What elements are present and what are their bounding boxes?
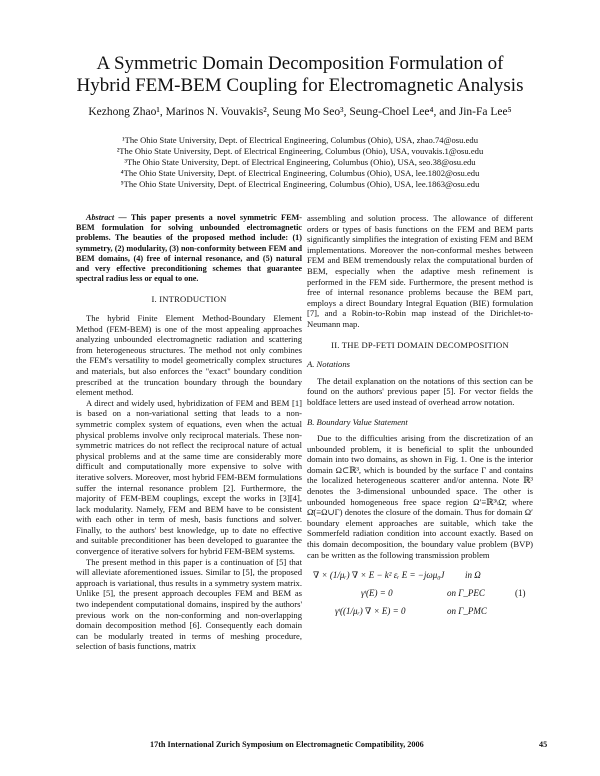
equation-3-lhs: γᵗ((1/μᵣ) ∇ × E) = 0 (335, 606, 406, 617)
paper-title (0, 53, 600, 97)
equation-block (307, 568, 533, 622)
bvs-paragraph: Due to the difficulties arising from the discretization of an unbounded problem, it is beneficial to split the unbounded domain into two domains, as shown in Fig. 1. One is the interior domain Ω⊂ℝ³, which is bounded by the surface Γ and contains the localized heterogeneous scatterer and/or antenna. Note ℝ³ denotes the 3-dimensional unbounded space. The other is unbounded homogeneous free space region Ω′≡ℝ³\Ω̄, where Ω̄(≡Ω∪Γ) denotes the closure of the domain. Thus for domain Ω′ boundary element approaches are suitable, which take the Sommerfeld radiation condition into account exactly. Based on this domain decomposition, the boundary value problem (BVP) can be written as the following transmission problem (307, 433, 533, 560)
notations-paragraph: The detail explanation on the notations of this section can be found on the authors' previous paper [5]. For vector fields the boldface letters are used instead of overhead arrow notation. (307, 375, 533, 407)
affiliation-1: ¹The Ohio State University, Dept. of Electrical Engineering, Columbus (Ohio), USA, zhao.74@osu.edu (122, 135, 478, 145)
abstract (76, 213, 302, 284)
equation-1-rhs: in Ω (465, 570, 481, 581)
intro-paragraph-2: A direct and widely used, hybridization of FEM and BEM [1] is based on a non-variational setting that leads to a non-symmetric complex system of equations, even when the actual physical problems involve only reciprocal materials. These non-symmetric matrices do not reflect the reciprocal nature of actual physical problems and at the same time are considerably more difficult and computationally more expensive to solve with iterative solvers. Moreover, most hybrid FEM-BEM formulations suffer the internal resonance problem [2]. Furthermore, the majority of FEM-BEM couplings, except the works in [3][4], lack modularity. Namely, FEM and BEM have to be consistent with each other in term of mesh, basis functions and solver. Finally, to the authors' best knowledge, up to date no effective and suitable preconditioner has been developed to guarantee the convergence of iterative solvers for hybrid FEM-BEM systems. (76, 397, 302, 557)
affiliations (0, 135, 600, 190)
title-line-1: A Symmetric Domain Decomposition Formulation of (96, 53, 504, 74)
right-paragraph-1: assembling and solution process. The allowance of different orders or types of basis functions on the FEM and BEM parts significantly simplifies the integration of existing FEM and BEM implementations. Moreover the non-conformal meshes between FEM and BEM tremendously relax the computational burden of BEM, especially when the adaptive mesh refinement is performed in the FEM side. Furthermore, the present method is free of internal resonance problems because the BEM part, employs a direct Boundary Integral Equation (BIE) formulation [7], and a Robin-to-Robin map instead of the Dirichlet-to-Neumann map. (307, 213, 533, 329)
equation-1-lhs: ∇ × (1/μᵣ) ∇ × E − k² εᵣ E = −jωμ₀J (313, 570, 445, 581)
subsection-b-heading: B. Boundary Value Statement (307, 416, 408, 427)
title-line-2: Hybrid FEM-BEM Coupling for Electromagnetic Analysis (76, 75, 524, 96)
intro-paragraph-3: The present method in this paper is a continuation of [5] that will alleviate aforementioned issues. Similar to [5], the proposed approach is variational, thus results in a symmetry system matrix. Unlike [5], the present approach decouples FEM and BEM as two independent computational domains, inspired by the authors' previous work on the non-conforming and non-overlapping domain decomposition method [6]. Consequently each domain can be modularly treated in terms of meshing procedure, selection of basis functions, matrix (76, 556, 302, 652)
equation-row-3 (307, 604, 533, 622)
conference-name: 17th International Zurich Symposium on Electromagnetic Compatibility, 2006 (150, 740, 424, 749)
equation-2-lhs: γᵗ(E) = 0 (361, 588, 393, 599)
intro-paragraph-1: The hybrid Finite Element Method-Boundary Element Method (FEM-BEM) is one of the most appealing approaches analyzing unbounded electromagnetic radiation and scattering from heterogeneous structures. The method not only combines the FEM's versatility to model geometrically complex structures and materials, but also enforces the "exact" boundary condition prescribed at the truncation boundary through the boundary element method. (76, 313, 302, 398)
section-2-heading: II. THE DP-FETI DOMAIN DECOMPOSITION (331, 339, 509, 350)
author-list: Kezhong Zhao¹, Marinos N. Vouvakis², Seung Mo Seo³, Seung-Choel Lee⁴, and Jin-Fa Lee⁵ (88, 106, 512, 118)
page-number: 45 (539, 740, 548, 749)
equation-number: (1) (515, 588, 526, 599)
affiliation-5: ⁵The Ohio State University, Dept. of Electrical Engineering, Columbus (Ohio), USA, lee.1863@osu.edu (120, 179, 480, 189)
equation-row-1 (307, 568, 533, 586)
abstract-label: Abstract — (86, 213, 127, 222)
affiliation-3: ³The Ohio State University, Dept. of Electrical Engineering, Columbus (Ohio), USA, seo.38@osu.edu (124, 157, 476, 167)
abstract-text: This paper presents a novel symmetric FEM-BEM formulation for solving unbounded electromagnetic problems. The beauties of the proposed method include: (1) symmetry, (2) modularity, (3) non-conformity between FEM and BEM domains, (4) free of internal resonance, and (5) natural and very effective preconditioning schemes that guarantee spectral radius less or equal to one. (76, 213, 302, 284)
affiliation-2: ²The Ohio State University, Dept. of Electrical Engineering, Columbus (Ohio), USA, vouvakis.1@osu.edu (116, 146, 484, 156)
left-column (76, 213, 302, 652)
equation-3-rhs: on Γ_PMC (447, 606, 487, 617)
section-1-heading: I. INTRODUCTION (151, 294, 227, 305)
right-column (307, 213, 533, 622)
affiliation-4: ⁴The Ohio State University, Dept. of Electrical Engineering, Columbus (Ohio), USA, lee.1802@osu.edu (120, 168, 480, 178)
equation-row-2 (307, 586, 533, 604)
equation-2-rhs: on Γ_PEC (447, 588, 485, 599)
subsection-a-heading: A. Notations (307, 359, 350, 370)
